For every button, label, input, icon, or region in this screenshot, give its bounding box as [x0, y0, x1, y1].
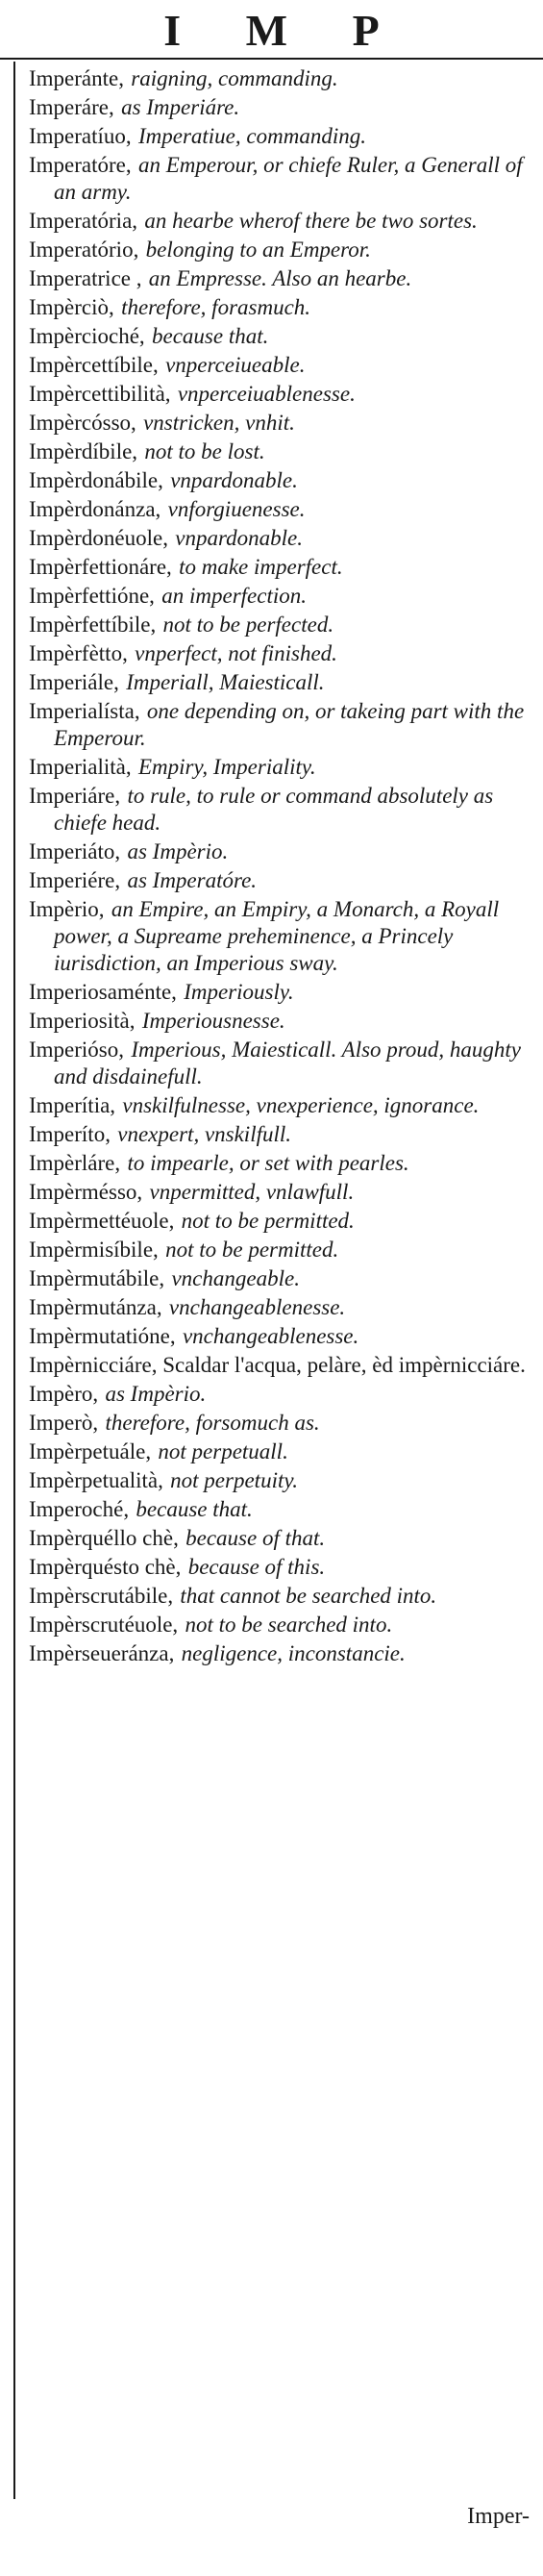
entry-definition: raigning, commanding.: [131, 66, 338, 90]
entry-definition: an Empresse. Also an hearbe.: [148, 266, 412, 290]
entry-headword: Imperánte,: [29, 66, 124, 90]
entry-headword: Impèrnicciáre, Scaldar l'acqua, pelàre, èd impèrnicciáre.: [29, 1353, 526, 1377]
entry-definition: Imperious, Maiesticall. Also proud, haughty and disdainefull.: [54, 1038, 521, 1088]
entry-definition: vnchangeablenesse.: [182, 1324, 359, 1348]
entry-definition: vnexpert, vnskilfull.: [117, 1122, 292, 1146]
entry-headword: Impèrfettióne,: [29, 584, 155, 608]
dictionary-entry: [29, 265, 532, 292]
dictionary-entry: [29, 698, 532, 752]
entry-definition: to impearle, or set with pearles.: [127, 1151, 409, 1175]
entry-headword: Impèrmutábile,: [29, 1266, 165, 1290]
entry-definition: Imperiously.: [184, 980, 294, 1004]
entry-definition: to rule, to rule or command absolutely as chiefe head.: [54, 784, 494, 835]
dictionary-entry: [29, 1208, 532, 1235]
entry-headword: Impèrseueránza,: [29, 1641, 175, 1665]
dictionary-entry: [29, 669, 532, 696]
entry-definition: negligence, inconstancie.: [181, 1641, 406, 1665]
entry-headword: Imperatóre,: [29, 153, 132, 177]
dictionary-entry: [29, 640, 532, 667]
entry-definition: because that.: [136, 1497, 253, 1521]
entry-headword: Imperítia,: [29, 1093, 116, 1117]
entry-headword: Imperiáre,: [29, 784, 121, 808]
entry-headword: Imperíto,: [29, 1122, 111, 1146]
dictionary-entry: [29, 1640, 532, 1667]
entry-definition: vnperceiueable.: [165, 353, 306, 377]
entry-headword: Impèrcettibilità,: [29, 382, 171, 406]
entry-definition: vnforgiuenesse.: [167, 497, 306, 521]
entry-headword: Impèrdonábile,: [29, 468, 163, 492]
entry-headword: Imperiosità,: [29, 1009, 136, 1033]
entry-headword: Impèrpetualità,: [29, 1468, 163, 1492]
dictionary-entry: [29, 123, 532, 150]
entry-definition: not to be lost.: [144, 439, 265, 463]
entry-definition: therefore, forsomuch as.: [105, 1411, 320, 1435]
dictionary-entry: [29, 65, 532, 92]
entry-definition: as Imperiáre.: [121, 95, 240, 119]
dictionary-entry: [29, 237, 532, 263]
entry-headword: Imperiére,: [29, 868, 121, 892]
dictionary-entry: [29, 352, 532, 379]
dictionary-entry: [29, 1323, 532, 1350]
entry-headword: Impèrquéllo chè,: [29, 1526, 179, 1550]
entry-headword: Impèrmutánza,: [29, 1295, 162, 1319]
dictionary-entry: [29, 1121, 532, 1148]
entry-headword: Impèrcettíbile,: [29, 353, 159, 377]
entry-headword: Impèrdíbile,: [29, 439, 138, 463]
entry-headword: Impèrfètto,: [29, 641, 128, 665]
entry-definition: vnperfect, not finished.: [135, 641, 337, 665]
entry-definition: vnpardonable.: [170, 468, 298, 492]
entry-definition: as Impèrio.: [127, 839, 229, 863]
dictionary-entry: [29, 867, 532, 894]
dictionary-entry: [29, 1554, 532, 1581]
entry-definition: an imperfection.: [161, 584, 307, 608]
entry-definition: vnchangeable.: [171, 1266, 300, 1290]
entry-headword: Imperialità,: [29, 755, 132, 779]
entry-definition: not perpetuall.: [158, 1439, 288, 1463]
entry-headword: Imperatória,: [29, 209, 138, 233]
dictionary-entry: [29, 754, 532, 781]
entry-definition: not to be permitted.: [165, 1238, 339, 1262]
entry-definition: Imperatiue, commanding.: [137, 124, 366, 148]
entry-headword: Imperatrice ,: [29, 266, 142, 290]
dictionary-entry: [29, 1294, 532, 1321]
entry-headword: Impèro,: [29, 1382, 99, 1406]
dictionary-entry: [29, 1150, 532, 1177]
entry-definition: as Imperatóre.: [127, 868, 258, 892]
dictionary-entry: [29, 467, 532, 494]
dictionary-entry: [29, 496, 532, 523]
entry-list: [15, 62, 532, 1667]
dictionary-entry: [29, 583, 532, 610]
entry-definition: not perpetuity.: [170, 1468, 299, 1492]
entry-definition: belonging to an Emperor.: [145, 238, 371, 262]
catchword: Imper-: [467, 2504, 530, 2529]
dictionary-entry: [29, 1583, 532, 1610]
dictionary-entry: [29, 410, 532, 437]
entry-headword: Imperiále,: [29, 670, 119, 694]
dictionary-entry: [29, 525, 532, 552]
entry-headword: Imperoché,: [29, 1497, 130, 1521]
entry-headword: Impèrfettíbile,: [29, 613, 157, 637]
dictionary-entry: [29, 1352, 532, 1379]
entry-definition: to make imperfect.: [179, 555, 343, 579]
entry-headword: Impèrscrutéuole,: [29, 1613, 179, 1637]
entry-definition: vnchangeablenesse.: [168, 1295, 346, 1319]
entry-definition: because of that.: [185, 1526, 326, 1550]
entry-definition: not to be searched into.: [185, 1613, 393, 1637]
entry-definition: vnpermitted, vnlawfull.: [149, 1180, 355, 1204]
entry-definition: Imperiall, Maiesticall.: [126, 670, 325, 694]
entry-definition: vnpardonable.: [175, 526, 303, 550]
entry-definition: Imperiousnesse.: [141, 1009, 285, 1033]
dictionary-entry: [29, 1008, 532, 1035]
entry-headword: Imperialísta,: [29, 699, 140, 723]
entry-headword: Impèrmisíbile,: [29, 1238, 159, 1262]
dictionary-entry: [29, 1438, 532, 1465]
entry-definition: one depending on, or takeing part with the Emperour.: [54, 699, 525, 750]
entry-headword: Impèrscrutábile,: [29, 1584, 174, 1608]
dictionary-entry: [29, 1179, 532, 1206]
dictionary-entry: [29, 838, 532, 865]
dictionary-entry: [29, 1381, 532, 1408]
entry-definition: vnperceiuablenesse.: [177, 382, 356, 406]
dictionary-entry: [29, 1467, 532, 1494]
entry-headword: Impèrmettéuole,: [29, 1209, 175, 1233]
entry-headword: Impèrdonéuole,: [29, 526, 168, 550]
entry-headword: Imperáre,: [29, 95, 114, 119]
entry-headword: Impèrláre,: [29, 1151, 121, 1175]
entry-column: [13, 62, 532, 2499]
entry-definition: vnstricken, vnhit.: [143, 411, 295, 435]
entry-definition: not to be perfected.: [162, 613, 334, 637]
entry-headword: Impèrcósso,: [29, 411, 136, 435]
dictionary-entry: [29, 1037, 532, 1090]
entry-definition: an hearbe wherof there be two sortes.: [144, 209, 478, 233]
entry-headword: Impèrdonánza,: [29, 497, 161, 521]
entry-definition: that cannot be searched into.: [180, 1584, 437, 1608]
dictionary-entry: [29, 979, 532, 1006]
dictionary-entry: [29, 94, 532, 121]
entry-definition: an Empire, an Empiry, a Monarch, a Royall power, a Supreame preheminence, a Princely iurisdiction, an Imperious sway.: [54, 897, 500, 975]
entry-headword: Impèrpetuále,: [29, 1439, 152, 1463]
dictionary-entry: [29, 1265, 532, 1292]
entry-definition: Empiry, Imperiality.: [137, 755, 316, 779]
entry-definition: because of this.: [187, 1555, 326, 1579]
entry-headword: Imperiosaménte,: [29, 980, 177, 1004]
dictionary-entry: [29, 152, 532, 206]
entry-definition: an Emperour, or chiefe Ruler, a Generall of an army.: [54, 153, 523, 204]
entry-definition: not to be permitted.: [181, 1209, 355, 1233]
entry-headword: Impèrquésto chè,: [29, 1555, 182, 1579]
entry-definition: as Impèrio.: [105, 1382, 207, 1406]
dictionary-entry: [29, 1525, 532, 1552]
entry-headword: Imperatório,: [29, 238, 139, 262]
dictionary-entry: [29, 323, 532, 350]
entry-headword: Imperiáto,: [29, 839, 121, 863]
dictionary-entry: [29, 783, 532, 837]
dictionary-entry: [29, 1612, 532, 1638]
entry-headword: Impèrciò,: [29, 295, 114, 319]
entry-definition: therefore, forasmuch.: [121, 295, 311, 319]
entry-headword: Imperióso,: [29, 1038, 125, 1062]
dictionary-entry: [29, 381, 532, 408]
dictionary-entry: [29, 554, 532, 581]
entry-headword: Impèrmésso,: [29, 1180, 143, 1204]
dictionary-entry: [29, 1496, 532, 1523]
dictionary-entry: [29, 896, 532, 977]
dictionary-entry: [29, 438, 532, 465]
dictionary-entry: [29, 294, 532, 321]
running-head: [0, 6, 543, 60]
entry-definition: vnskilfulnesse, vnexperience, ignorance.: [122, 1093, 480, 1117]
dictionary-entry: [29, 208, 532, 235]
entry-headword: Impèrfettionáre,: [29, 555, 172, 579]
dictionary-entry: [29, 1092, 532, 1119]
dictionary-entry: [29, 1410, 532, 1437]
dictionary-entry: [29, 1237, 532, 1263]
running-head-text: I M P: [163, 6, 407, 55]
entry-definition: because that.: [152, 324, 269, 348]
entry-headword: Impèrio,: [29, 897, 105, 921]
entry-headword: Imperatíuo,: [29, 124, 132, 148]
entry-headword: Imperò,: [29, 1411, 99, 1435]
entry-headword: Impèrmutatióne,: [29, 1324, 176, 1348]
entry-headword: Impèrcioché,: [29, 324, 145, 348]
dictionary-entry: [29, 612, 532, 638]
